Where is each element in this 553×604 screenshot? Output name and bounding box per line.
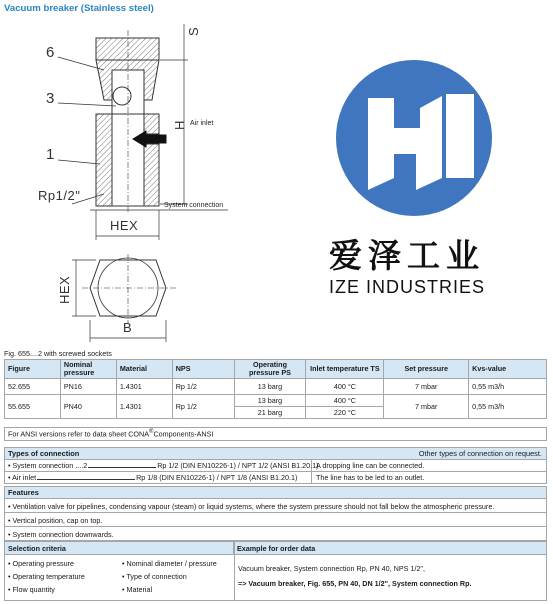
divider [234, 542, 235, 600]
cell-kvs: 0,55 m3/h [469, 395, 547, 419]
list-item: • Material [122, 585, 153, 594]
cell-figure: 55.655 [5, 395, 61, 419]
ansi-note [5, 428, 547, 441]
header-nps: NPS [172, 360, 234, 379]
dimension-b: B [123, 320, 133, 335]
ansi-note-text: For ANSI versions refer to data sheet CONA [8, 429, 150, 439]
cell-ts: 400 °C [306, 395, 384, 407]
spec-table [4, 359, 547, 419]
cell-figure: 52.655 [5, 379, 61, 395]
order-heading: Example for order data [234, 542, 546, 555]
logo-chinese-text: 爱泽工业 [329, 236, 485, 275]
cell-set: 7 mbar [384, 379, 469, 395]
list-item: • Flow quantity [8, 585, 55, 594]
header-material: Material [116, 360, 172, 379]
dimension-h: H [172, 120, 187, 130]
connection-heading-note: Other types of connection on request. [418, 449, 542, 458]
logo-english-text: IZE INDUSTRIES [328, 277, 485, 297]
header-operating-pressure: Operating pressure PS [234, 360, 306, 379]
valve-body [96, 30, 159, 214]
part-label-3: 3 [46, 90, 55, 107]
ansi-note-reg: ® [149, 429, 154, 436]
cell-ps: 13 barg [234, 395, 306, 407]
system-connection-value: Rp 1/2 (DIN EN10226-1) / NPT 1/2 (ANSI B1.20.1) [157, 461, 319, 470]
air-inlet-label: Air inlet [190, 120, 214, 127]
system-connection-note: A dropping line can be connected. [316, 461, 425, 470]
list-item: • Type of connection [122, 572, 187, 581]
valve-drawing-svg [0, 14, 300, 344]
part-label-1: 1 [46, 146, 55, 163]
order-line-2: => Vacuum breaker, Fig. 655, PN 40, DN 1/2", System connection Rp. [238, 579, 472, 588]
technical-drawing [0, 14, 300, 344]
connection-heading: Types of connection [8, 449, 80, 458]
ansi-note-table [4, 427, 547, 441]
cell-ps: 21 barg [234, 407, 306, 419]
cell-nominal: PN40 [60, 395, 116, 419]
features-section-header [4, 486, 547, 499]
air-inlet-note: The line has to be led to an outlet. [316, 473, 425, 482]
cell-set: 7 mbar [384, 395, 469, 419]
table-row [5, 379, 547, 395]
header-inlet-temperature: Inlet temperature TS [306, 360, 384, 379]
order-line-1: Vacuum breaker, System connection Rp, PN 40, NPS 1/2", [238, 564, 425, 573]
list-item: • System connection downwards. [4, 527, 547, 541]
spec-header-row [5, 360, 547, 379]
cell-nps: Rp 1/2 [172, 395, 234, 419]
cell-nps: Rp 1/2 [172, 379, 234, 395]
cell-nominal: PN16 [60, 379, 116, 395]
list-item: • Operating temperature [8, 572, 85, 581]
hex-side-label: HEX [57, 275, 72, 304]
connection-row-system [4, 460, 547, 472]
underline [37, 474, 135, 480]
header-nominal: Nominal pressure [60, 360, 116, 379]
header-set-pressure: Set pressure [384, 360, 469, 379]
connection-row-air [4, 472, 547, 484]
dimension-s: S [186, 26, 201, 36]
thread-label: Rp1/2" [38, 188, 81, 203]
hex-dimension-label: HEX [110, 218, 139, 233]
cell-ps: 13 barg [234, 379, 306, 395]
list-item: • Nominal diameter / pressure [122, 559, 217, 568]
ansi-note-suffix: Components-ANSI [153, 429, 214, 439]
system-connection-label-text: • System connection ....2 [8, 461, 88, 470]
connection-section-header [4, 447, 547, 460]
system-connection-cell [5, 460, 319, 471]
list-item: • Ventilation valve for pipelines, condensing vapour (steam) or liquid systems, where the system pressure should not fall below the atmospheric pressure. [4, 499, 547, 513]
underline [88, 462, 156, 468]
cell-material: 1.4301 [116, 379, 172, 395]
part-label-6: 6 [46, 44, 55, 61]
selection-order-box [4, 541, 547, 601]
header-figure: Figure [5, 360, 61, 379]
air-inlet-cell [5, 472, 312, 483]
header-kvs: Kvs-value [469, 360, 547, 379]
page-title: Vacuum breaker (Stainless steel) [4, 3, 154, 14]
list-item: • Operating pressure [8, 559, 75, 568]
logo-mark-icon [282, 54, 552, 234]
features-heading: Features [8, 488, 39, 497]
selection-heading: Selection criteria [5, 542, 234, 555]
air-inlet-value: Rp 1/8 (DIN EN10226-1) / NPT 1/8 (ANSI B1.20.1) [136, 473, 298, 482]
air-inlet-label-text: • Air inlet [8, 473, 37, 482]
cell-kvs: 0,55 m3/h [469, 379, 547, 395]
figure-caption: Fig. 655....2 with screwed sockets [4, 349, 112, 358]
cell-material: 1.4301 [116, 395, 172, 419]
cell-ts: 400 °C [306, 379, 384, 395]
cell-ts: 220 °C [306, 407, 384, 419]
table-row [5, 395, 547, 407]
system-connection-label: System connection [164, 202, 224, 209]
list-item: • Vertical position, cap on top. [4, 513, 547, 527]
